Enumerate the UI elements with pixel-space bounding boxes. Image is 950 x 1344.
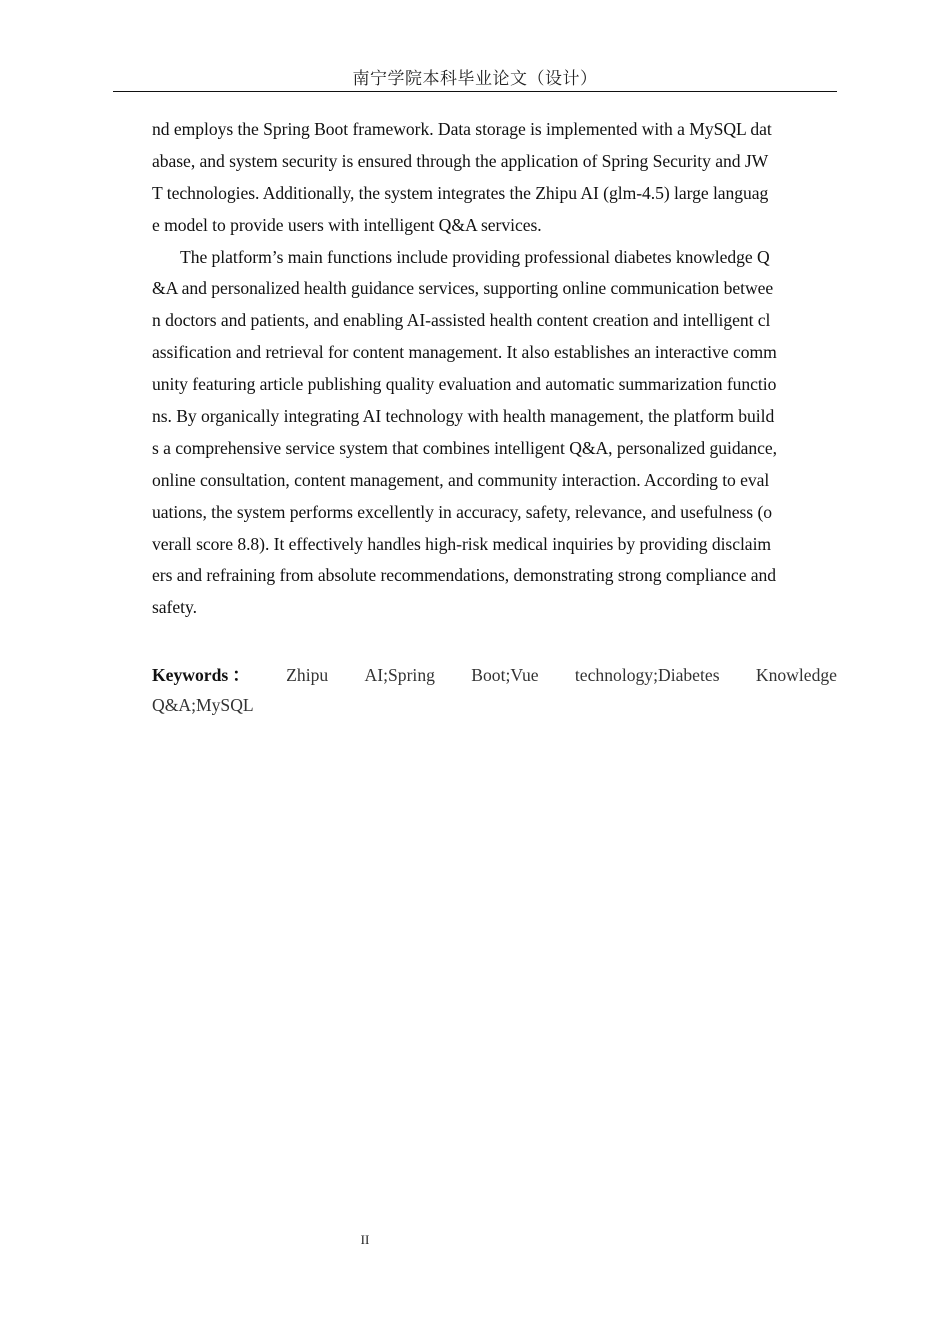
- text-line: uations, the system performs excellently in accuracy, safety, relevance, and usefulness (o: [152, 501, 773, 522]
- keyword-item: Zhipu: [286, 665, 329, 685]
- page-number: II: [360, 1232, 370, 1247]
- abstract-paragraph-1: [152, 114, 842, 242]
- text-line: e model to provide users with intelligent Q&A services.: [152, 214, 542, 235]
- keywords-row-1: [152, 660, 837, 690]
- keywords-label: Keywords: [152, 665, 229, 685]
- text-line: ers and refraining from absolute recommendations, demonstrating strong compliance and: [152, 565, 777, 586]
- keyword-item: technology;Diabetes: [574, 665, 720, 685]
- text-line: T technologies. Additionally, the system integrates the Zhipu AI (glm-4.5) large languag: [152, 182, 769, 203]
- text-line: abase, and system security is ensured through the application of Spring Security and JW: [152, 150, 769, 171]
- keywords-section: [152, 660, 837, 720]
- text-line: s a comprehensive service system that combines intelligent Q&A, personalized guidance,: [152, 437, 777, 458]
- text-line: unity featuring article publishing quality evaluation and automatic summarization functio: [152, 374, 777, 395]
- abstract-paragraph-2: [152, 242, 842, 625]
- abstract-body: [152, 114, 842, 624]
- text-line: n doctors and patients, and enabling AI-assisted health content creation and intelligent cl: [152, 310, 771, 331]
- keyword-item: Knowledge: [755, 665, 837, 685]
- text-line: assification and retrieval for content management. It also establishes an interactive comm: [152, 342, 777, 363]
- page-header-title: 南宁学院本科毕业论文（设计）: [352, 69, 598, 89]
- keywords-colon: ：: [232, 665, 250, 685]
- text-line: The platform’s main functions include providing professional diabetes knowledge Q: [180, 246, 770, 267]
- keywords-row-2: Q&A;MySQL: [152, 695, 254, 715]
- text-line: &A and personalized health guidance services, supporting online communication betwee: [152, 278, 774, 299]
- text-line: safety.: [152, 597, 197, 618]
- text-line: verall score 8.8). It effectively handles high-risk medical inquiries by providing disclaim: [152, 533, 772, 554]
- keyword-item: Boot;Vue: [471, 665, 539, 685]
- text-line: online consultation, content management, and community interaction. According to eval: [152, 469, 770, 490]
- keyword-item: AI;Spring: [364, 665, 435, 685]
- text-line: ns. By organically integrating AI technology with health management, the platform build: [152, 406, 775, 427]
- text-line: nd employs the Spring Boot framework. Data storage is implemented with a MySQL dat: [152, 119, 772, 139]
- header-divider: [113, 91, 837, 92]
- keywords-heading: [152, 660, 250, 690]
